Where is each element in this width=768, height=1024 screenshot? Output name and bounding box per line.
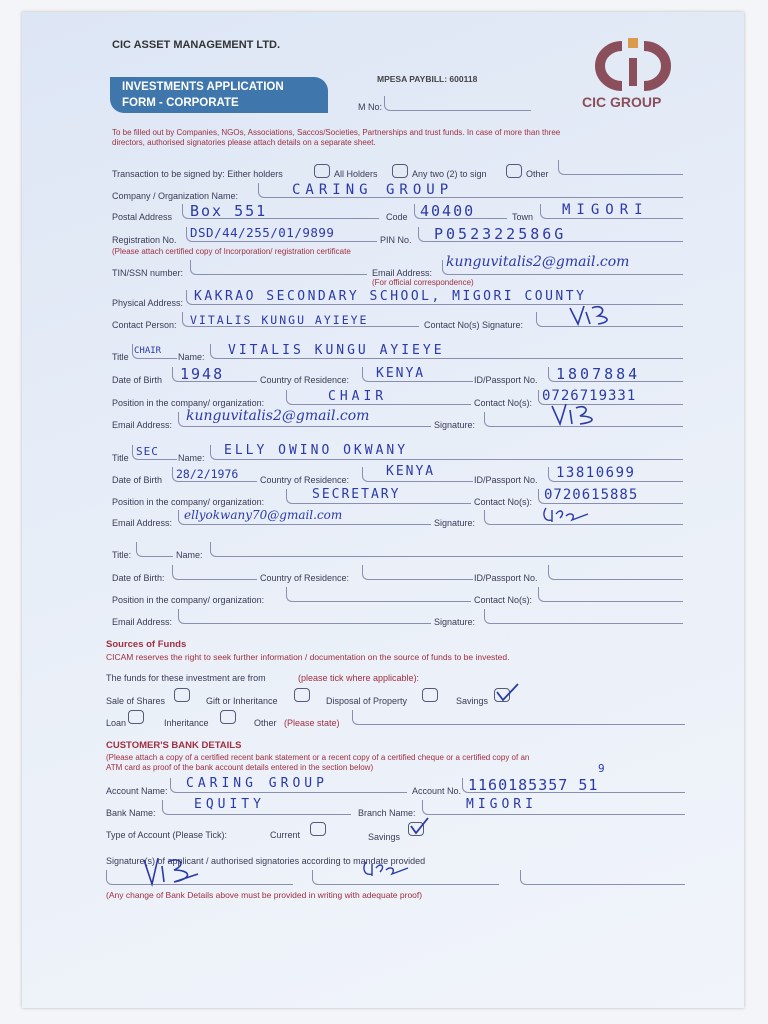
- postal-label: Postal Address: [112, 212, 173, 222]
- s2-name-value: ELLY OWINO OKWANY: [224, 443, 409, 458]
- bank-heading: CUSTOMER'S BANK DETAILS: [106, 740, 242, 751]
- s3-contact-label: Contact No(s):: [474, 595, 533, 605]
- s1-country-label: Country of Residence:: [260, 375, 350, 385]
- account-no-label: Account No.: [412, 786, 462, 796]
- gift-label: Gift or Inheritance: [206, 696, 278, 706]
- loan-label: Loan: [106, 718, 127, 728]
- s2-id-value: 13810699: [556, 465, 636, 481]
- account-no-insert: 9: [598, 762, 605, 775]
- bank-name-value: EQUITY: [194, 797, 265, 812]
- applicant-signature-2-icon: [362, 858, 412, 880]
- other-funds-field[interactable]: [352, 710, 685, 725]
- s3-country-label: Country of Residence:: [260, 573, 350, 583]
- company-email-value: kunguvitalis2@gmail.com: [446, 254, 630, 270]
- savings-funds-label: Savings: [456, 696, 489, 706]
- s3-email-label: Email Address:: [112, 617, 173, 627]
- contact-signature-icon: [568, 302, 618, 328]
- s3-email-field[interactable]: [178, 609, 431, 624]
- s1-name-label: Name:: [178, 352, 205, 362]
- form-title-line2: FORM - CORPORATE: [122, 97, 239, 109]
- tin-field[interactable]: [190, 260, 367, 275]
- s2-title-label: Title: [112, 453, 129, 463]
- s3-name-label: Name:: [176, 550, 203, 560]
- mno-field[interactable]: [384, 96, 531, 111]
- intro-note-2: directors, authorised signatories please attach details on a separate sheet.: [112, 138, 376, 147]
- funds-from-note: (please tick where applicable):: [298, 673, 420, 683]
- current-label: Current: [270, 830, 301, 840]
- s2-position-value: SECRETARY: [312, 487, 401, 502]
- s3-id-field[interactable]: [548, 565, 683, 580]
- account-no-value: 1160185357 51: [468, 776, 599, 794]
- s2-country-label: Country of Residence:: [260, 475, 350, 485]
- physical-value: KAKRAO SECONDARY SCHOOL, MIGORI COUNTY: [194, 289, 587, 304]
- sale-checkbox[interactable]: [174, 688, 190, 702]
- pin-value: P052322586G: [434, 225, 567, 243]
- s1-id-value: 1807884: [556, 365, 641, 383]
- s1-dob-label: Date of Birth: [112, 375, 163, 385]
- s2-dob-label: Date of Birth: [112, 475, 163, 485]
- s3-country-field[interactable]: [362, 565, 473, 580]
- s1-id-label: ID/Passport No.: [474, 375, 538, 385]
- company-name: CIC ASSET MANAGEMENT LTD.: [112, 39, 281, 51]
- funds-heading: Sources of Funds: [106, 639, 187, 650]
- bank-name-label: Bank Name:: [106, 808, 156, 818]
- physical-label: Physical Address:: [112, 298, 184, 308]
- loan-checkbox[interactable]: [128, 710, 144, 724]
- any-two-checkbox[interactable]: [506, 164, 522, 178]
- account-name-label: Account Name:: [106, 786, 168, 796]
- s3-name-field[interactable]: [210, 542, 683, 557]
- disposal-label: Disposal of Property: [326, 696, 408, 706]
- s1-title-label: Title: [112, 352, 129, 362]
- mpesa-paybill: MPESA PAYBILL: 600118: [377, 74, 478, 84]
- savings-account-label: Savings: [368, 832, 401, 842]
- inheritance-checkbox[interactable]: [220, 710, 236, 724]
- reg-value: DSD/44/255/01/9899: [190, 225, 335, 240]
- savings-checkmark-icon: [408, 816, 430, 838]
- contact-person-label: Contact Person:: [112, 320, 177, 330]
- s2-name-label: Name:: [178, 453, 205, 463]
- bank-note-2: ATM card as proof of the bank account details entered in the section below): [106, 763, 374, 772]
- bank-change-note: (Any change of Bank Details above must be provided in writing with adequate proof): [106, 890, 423, 900]
- s1-title-value: CHAIR: [134, 346, 162, 356]
- either-holders-checkbox[interactable]: [314, 164, 330, 178]
- town-value: MIGORI: [562, 202, 649, 218]
- s2-signature-label: Signature:: [434, 518, 476, 528]
- s1-email-value: kunguvitalis2@gmail.com: [186, 408, 370, 424]
- account-name-value: CARING GROUP: [186, 776, 328, 791]
- s2-dob-value: 28/2/1976: [176, 467, 239, 481]
- s2-position-label: Position in the company/ organization:: [112, 497, 265, 507]
- s3-title-field[interactable]: [136, 542, 173, 557]
- s3-dob-field[interactable]: [172, 565, 257, 580]
- s1-signature-label: Signature:: [434, 420, 476, 430]
- other-funds-label: Other: [254, 718, 277, 728]
- cic-group-text: CIC GROUP: [582, 94, 662, 110]
- intro-note: To be filled out by Companies, NGOs, Associations, Saccos/Societies, Partnerships and trust funds. In case of more than three: [112, 128, 561, 137]
- s2-email-value: ellyokwany70@gmail.com: [184, 508, 343, 522]
- branch-name-label: Branch Name:: [358, 808, 416, 818]
- funds-note: CICAM reserves the right to seek further information / documentation on the source of funds to be invested.: [106, 652, 510, 662]
- s2-id-label: ID/Passport No.: [474, 475, 538, 485]
- contact-person-value: VITALIS KUNGU AYIEYE: [190, 313, 369, 327]
- application-form: [22, 12, 744, 1008]
- s3-position-field[interactable]: [286, 587, 471, 602]
- s1-position-label: Position in the company/ organization:: [112, 398, 265, 408]
- branch-name-value: MIGORI: [466, 797, 537, 812]
- company-email-label: Email Address:: [372, 268, 433, 278]
- town-label: Town: [512, 212, 534, 222]
- s1-contact-label: Contact No(s):: [474, 398, 533, 408]
- bank-note-1: (Please attach a copy of a certified recent bank statement or a recent copy of a certified cheque or a certified copy of an: [106, 753, 530, 762]
- s3-position-label: Position in the company/ organization:: [112, 595, 265, 605]
- signature-field-3[interactable]: [520, 870, 685, 885]
- tin-label: TIN/SSN number:: [112, 268, 184, 278]
- signatures-label: Signature(s) of applicant / authorised signatories according to mandate provided: [106, 856, 426, 866]
- funds-from-label: The funds for these investment are from: [106, 673, 266, 683]
- s3-contact-field[interactable]: [538, 587, 683, 602]
- sale-label: Sale of Shares: [106, 696, 166, 706]
- branch-name-field[interactable]: [422, 800, 685, 815]
- s1-email-label: Email Address:: [112, 420, 173, 430]
- s1-name-value: VITALIS KUNGU AYIEYE: [228, 343, 445, 358]
- contact-sig-label: Contact No(s) Signature:: [424, 320, 524, 330]
- account-type-label: Type of Account (Please Tick):: [106, 830, 228, 840]
- s2-signature-icon: [542, 504, 592, 526]
- current-checkbox[interactable]: [310, 822, 326, 836]
- s1-position-value: CHAIR: [328, 389, 388, 404]
- pin-label: PIN No.: [380, 235, 412, 245]
- other-signing-field[interactable]: [558, 160, 683, 175]
- s3-dob-label: Date of Birth:: [112, 573, 165, 583]
- s2-email-label: Email Address:: [112, 518, 173, 528]
- s3-id-label: ID/Passport No.: [474, 573, 538, 583]
- reg-note: (Please attach certified copy of Incorporation/ registration certificate: [112, 247, 351, 256]
- company-name-label: Company / Organization Name:: [112, 191, 239, 201]
- other-funds-note: (Please state): [284, 718, 340, 728]
- form-title-line1: INVESTMENTS APPLICATION: [122, 81, 284, 93]
- company-name-value: CARING GROUP: [292, 182, 454, 198]
- s1-dob-value: 1948: [180, 365, 225, 383]
- all-holders-label: All Holders: [334, 169, 378, 179]
- s3-signature-label: Signature:: [434, 617, 476, 627]
- checkmark-icon: [494, 682, 520, 704]
- mno-label: M No:: [358, 102, 383, 112]
- s2-country-value: KENYA: [386, 464, 436, 479]
- signing-label: Transaction to be signed by: Either holders: [112, 169, 283, 179]
- inheritance-label: Inheritance: [164, 718, 209, 728]
- other-label: Other: [526, 169, 549, 179]
- reg-label: Registration No.: [112, 235, 177, 245]
- code-label: Code: [386, 212, 408, 222]
- s1-country-value: KENYA: [376, 366, 426, 381]
- s2-title-value: SEC: [136, 445, 159, 458]
- s3-signature-field[interactable]: [484, 609, 683, 624]
- code-value: 40400: [420, 202, 476, 220]
- s1-contact-value: 0726719331: [542, 388, 637, 404]
- s2-contact-label: Contact No(s):: [474, 497, 533, 507]
- s1-signature-icon: [550, 402, 602, 428]
- gift-checkbox[interactable]: [294, 688, 310, 702]
- any-two-label: Any two (2) to sign: [412, 169, 487, 179]
- s2-contact-value: 0720615885: [544, 487, 639, 503]
- applicant-signature-1-icon: [140, 854, 200, 888]
- all-holders-checkbox[interactable]: [392, 164, 408, 178]
- postal-value: Box 551: [190, 202, 268, 220]
- s3-title-label: Title:: [112, 550, 132, 560]
- email-note: (For official correspondence): [372, 278, 474, 287]
- disposal-checkbox[interactable]: [422, 688, 438, 702]
- cic-logo-icon: [578, 34, 688, 94]
